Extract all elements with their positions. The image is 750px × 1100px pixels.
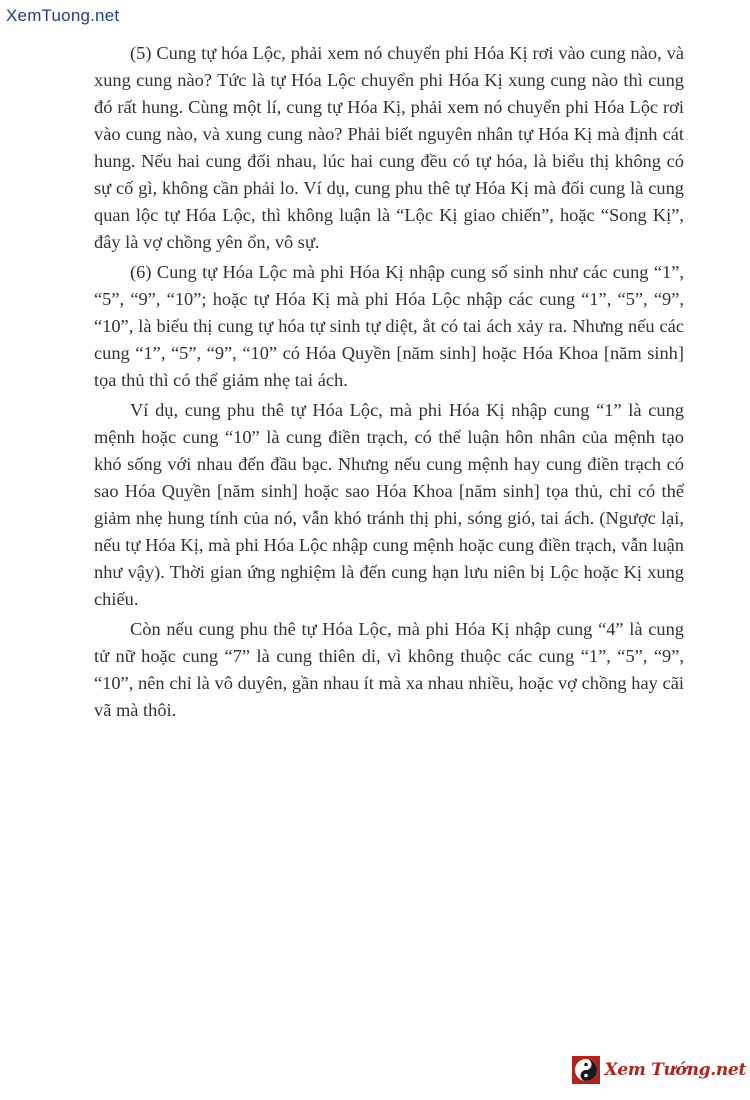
paragraph-6: (6) Cung tự Hóa Lộc mà phi Hóa Kị nhập cung số sinh như các cung “1”, “5”, “9”, “10”; hoặc tự Hóa Kị mà phi Hóa Lộc nhập các cung “1”, “5”, “9”, “10”, là biểu thị cung tự hóa tự sinh tự diệt, ắt có tai ách xảy ra. Nhưng nếu các cung “1”, “5”, “9”, “10” có Hóa Quyền [năm sinh] hoặc Hóa Khoa [năm sinh] tọa thủ thì có thể giảm nhẹ tai ách.	[94, 262, 684, 390]
document-body	[94, 40, 684, 727]
site-watermark: XemTuong.net	[6, 6, 120, 25]
yin-yang-icon	[572, 1056, 600, 1084]
paragraph-example: Ví dụ, cung phu thê tự Hóa Lộc, mà phi Hóa Kị nhập cung “1” là cung mệnh hoặc cung “10” là cung điền trạch, có thể luận hôn nhân của mệnh tạo khó sống với nhau đến đầu bạc. Nhưng nếu cung mệnh hay cung điền trạch có sao Hóa Quyền [năm sinh] hoặc sao Hóa Khoa [năm sinh] tọa thủ, chỉ có thể giảm nhẹ hung tính của nó, vẫn khó tránh thị phi, sóng gió, tai ách. (Ngược lại, nếu tự Hóa Kị, mà phi Hóa Lộc nhập cung mệnh hoặc cung điền trạch, vẫn luận như vậy). Thời gian ứng nghiệm là đến cung hạn lưu niên bị Lộc hoặc Kị xung chiếu.	[94, 400, 684, 609]
paragraph-5: (5) Cung tự hóa Lộc, phải xem nó chuyển phi Hóa Kị rơi vào cung nào, và xung cung nào? Tức là tự Hóa Lộc chuyển phi Hóa Kị xung cung nào thì cung đó rất hung. Cùng một lí, cung tự Hóa Kị, phải xem nó chuyển phi Hóa Lộc rơi vào cung nào, và xung cung nào? Phải biết nguyên nhân tự Hóa Kị mà định cát hung. Nếu hai cung đối nhau, lúc hai cung đều có tự hóa, là biểu thị không có sự cố gì, không cần phải lo. Ví dụ, cung phu thê tự Hóa Kị mà đối cung là cung quan lộc tự Hóa Lộc, thì không luận là “Lộc Kị giao chiến”, hoặc “Song Kị”, đây là vợ chồng yên ổn, vô sự.	[94, 43, 684, 252]
paragraph-conclusion: Còn nếu cung phu thê tự Hóa Lộc, mà phi Hóa Kị nhập cung “4” là cung tử nữ hoặc cung “7” là cung thiên di, vì không thuộc các cung “1”, “5”, “9”, “10”, nên chỉ là vô duyên, gần nhau ít mà xa nhau nhiều, hoặc vợ chồng hay cãi vã mà thôi.	[94, 619, 684, 720]
site-logo	[572, 1056, 746, 1084]
logo-text: Xem Tướng.net	[604, 1060, 746, 1080]
